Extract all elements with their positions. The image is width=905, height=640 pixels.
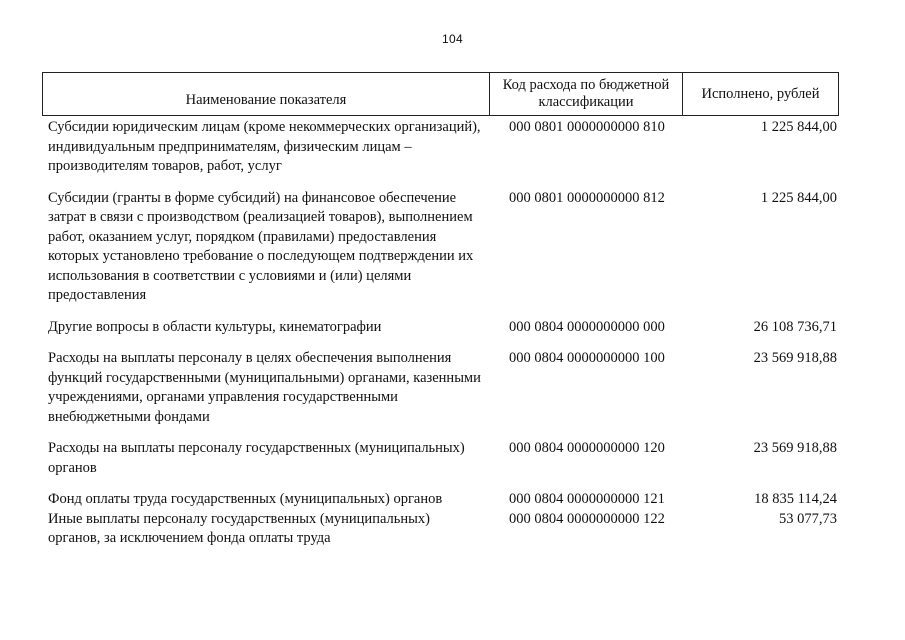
row-amount: 1 225 844,00 [760,189,837,206]
row-name: Субсидии (гранты в форме субсидий) на финансовое обеспечение затрат в связи с производством (реализацией товаров), выполнением работ, оказанием услуг, порядком (правилами) предоставления которых установлено требование о последующем подтверждении их использования в соответствии с условиями и (или) целями предоставления [48,189,474,303]
row-amount: 23 569 918,88 [753,440,837,456]
row-code: 000 0804 0000000000 122 [509,510,665,527]
table-header [42,72,839,116]
table-row [42,189,839,306]
row-name: Расходы на выплаты персоналу государственных (муниципальных) органов [48,440,465,476]
row-code: 000 0801 0000000000 810 [509,119,665,135]
row-code: 000 0804 0000000000 100 [509,350,665,366]
row-code: 000 0804 0000000000 000 [509,318,665,335]
row-amount: 18 835 114,24 [754,491,837,507]
row-name: Субсидии юридическим лицам (кроме некоммерческих организаций), индивидуальным предпринимателям, физическим лицам – производителям товаров, работ, услуг [48,119,481,174]
row-amount: 53 077,73 [779,510,837,527]
header-code: Код расхода по бюджетной классификации [490,73,683,115]
row-code: 000 0804 0000000000 121 [509,491,665,507]
row-name: Фонд оплаты труда государственных (муниципальных) органов [48,491,443,507]
table-row [42,439,839,478]
row-amount: 26 108 736,71 [753,318,837,335]
page-number: 104 [442,32,463,46]
header-name: Наименование показателя [43,73,490,115]
row-code: 000 0804 0000000000 120 [509,440,665,456]
row-amount: 23 569 918,88 [753,350,837,366]
table-row [42,510,839,549]
row-name: Расходы на выплаты персоналу в целях обеспечения выполнения функций государственными (муниципальными) органами, казенными учреждениями, органами управления государственными внебюджетными фондами [48,350,481,425]
table-body [42,118,839,549]
table-row [42,349,839,427]
row-name: Другие вопросы в области культуры, кинематографии [48,318,382,335]
table-row [42,490,839,510]
table-row [42,118,839,177]
row-code: 000 0801 0000000000 812 [509,189,665,206]
row-amount: 1 225 844,00 [760,119,837,135]
row-name: Иные выплаты персоналу государственных (муниципальных) органов, за исключением фонда оплаты труда [48,510,430,546]
table-row [42,318,839,338]
header-amount: Исполнено, рублей [701,85,820,102]
